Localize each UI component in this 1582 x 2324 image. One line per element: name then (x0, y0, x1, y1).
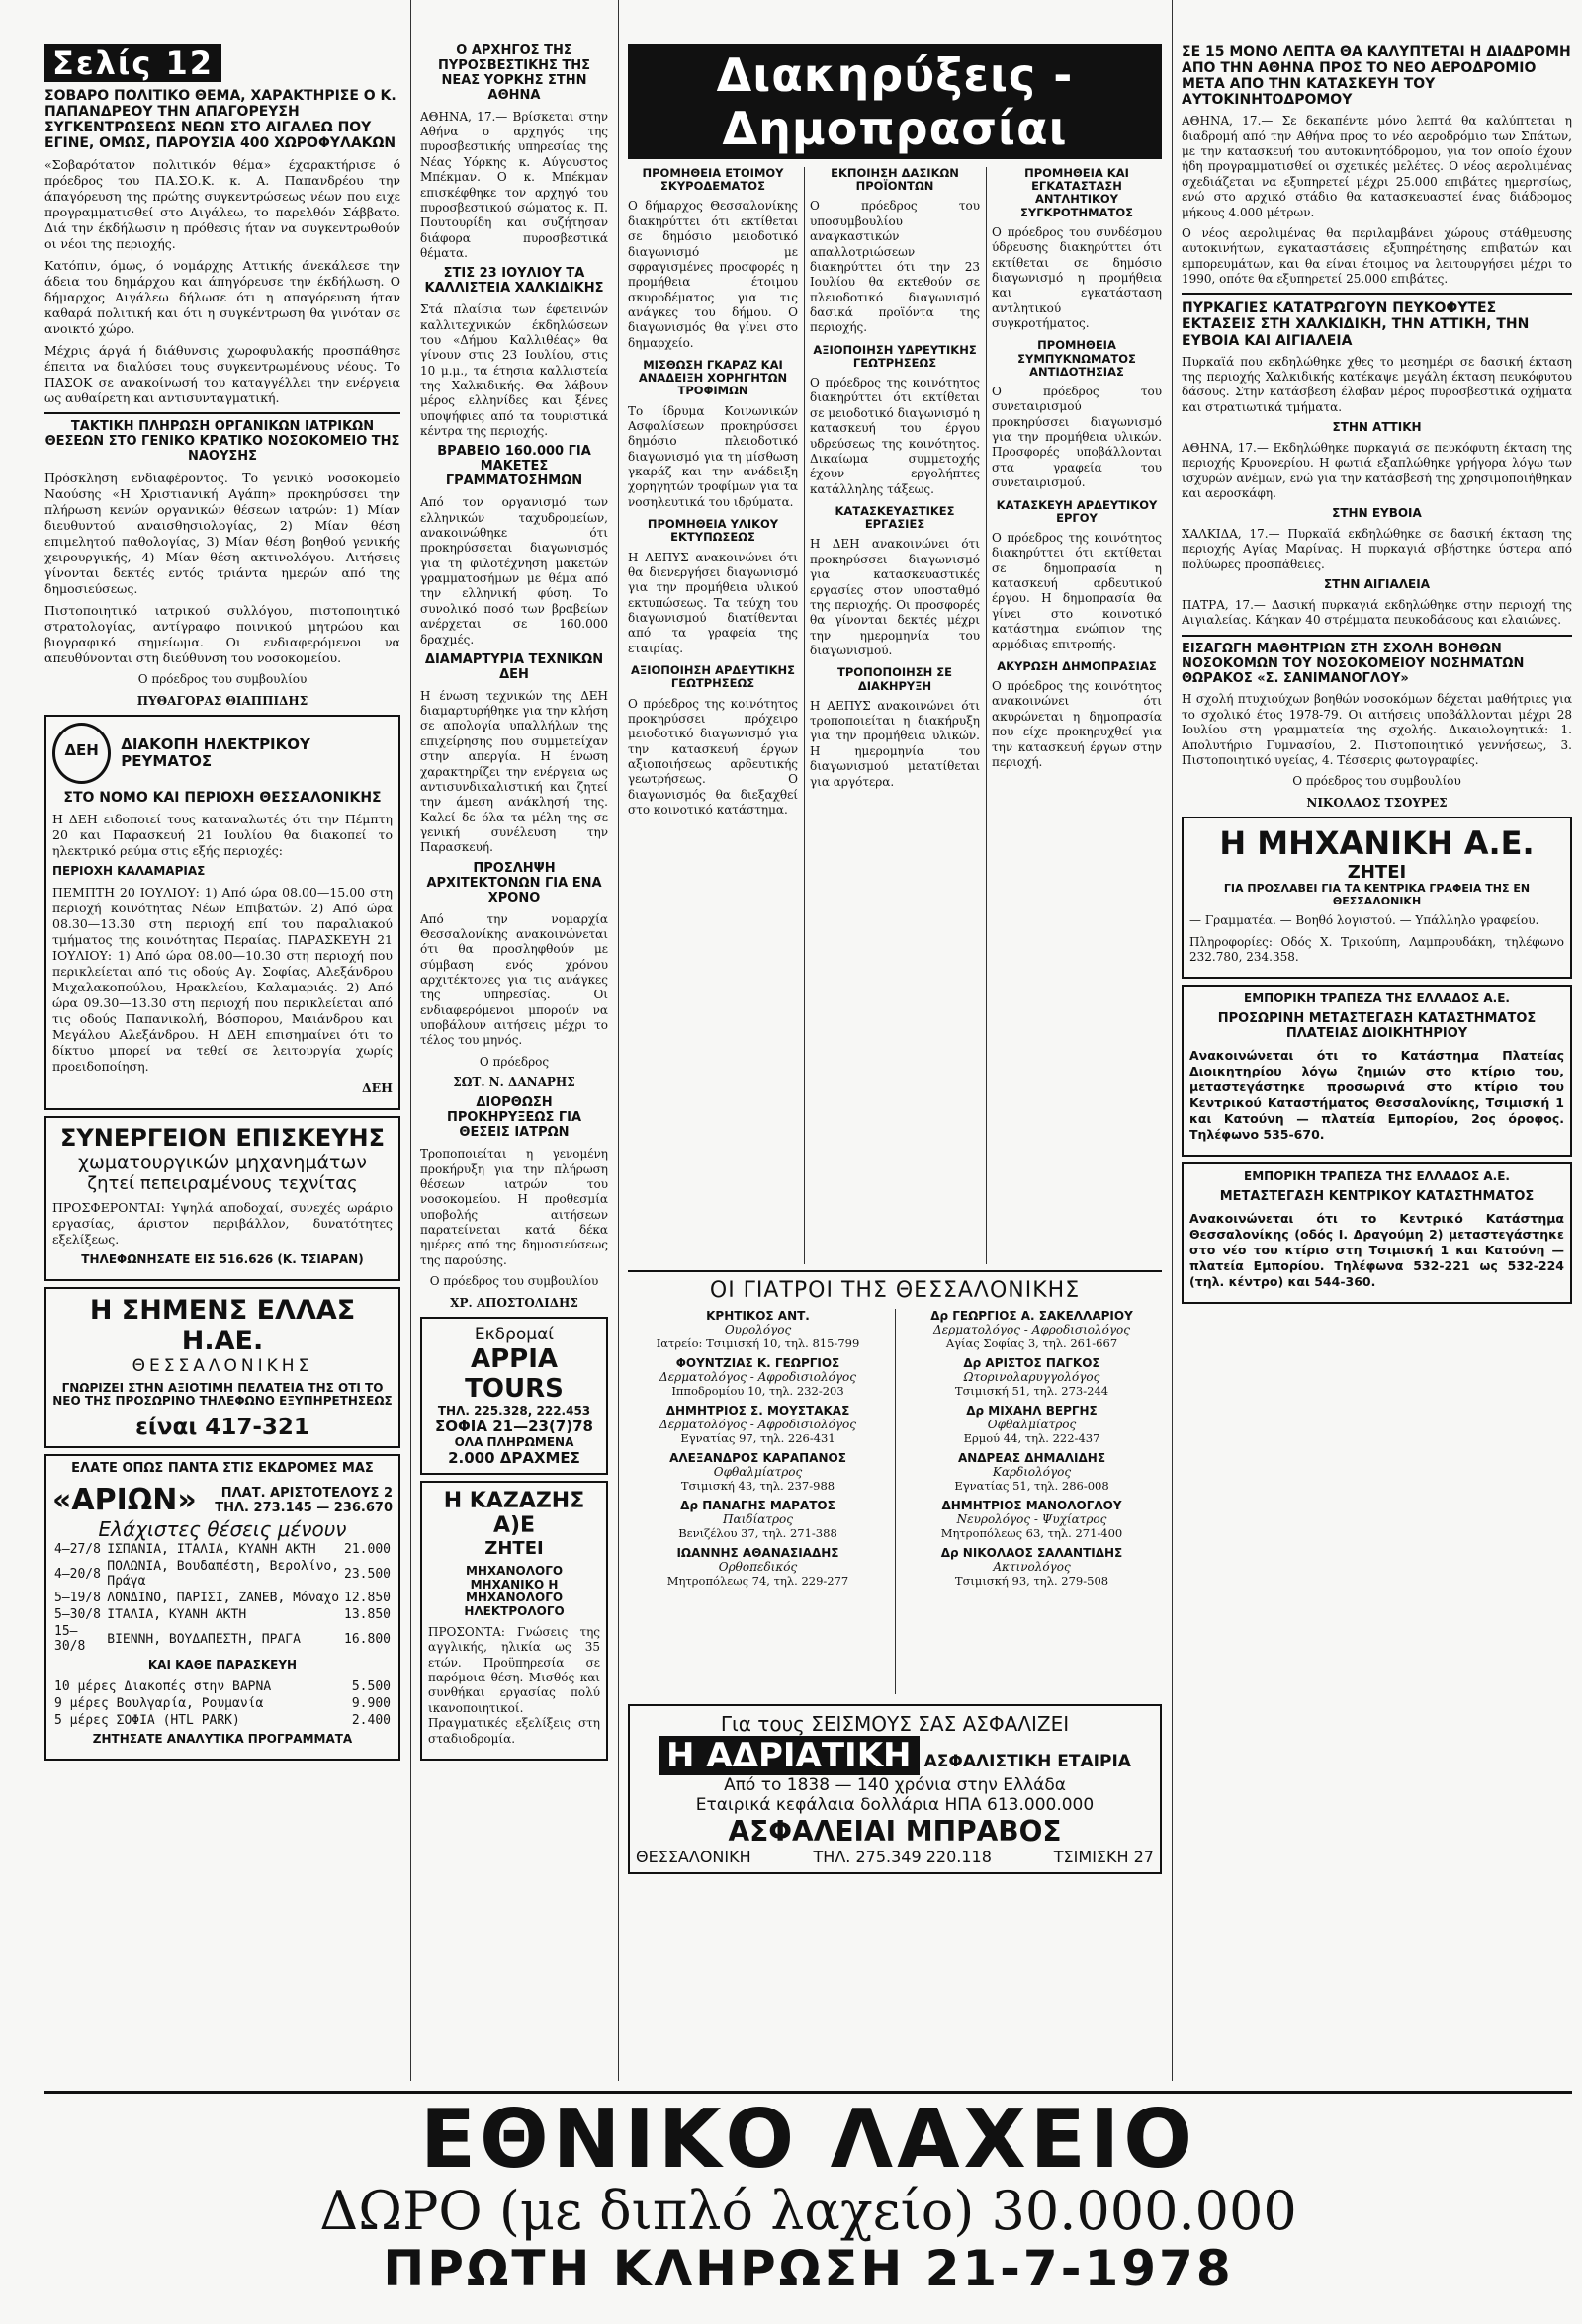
arion-ad (44, 1454, 400, 1761)
weekly-price: 2.400 (351, 1712, 391, 1728)
notice-item (628, 167, 798, 351)
weekly-destination: 9 μέρες Βουλγαρία, Ρουμανία (54, 1695, 264, 1711)
tour-price: 23.500 (344, 1566, 391, 1582)
weekly-row (52, 1712, 393, 1729)
mechaniki-ad (1182, 817, 1572, 979)
headline-naousa-hospital: ΤΑΚΤΙΚΗ ΠΛΗΡΩΣΗ ΟΡΓΑΝΙΚΩΝ ΙΑΤΡΙΚΩΝ ΘΕΣΕΩΝ ΣΤΟ ΓΕΝΙΚΟ ΚΡΑΤΙΚΟ ΝΟΣΟΚΟΜΕΙΟ ΤΗΣ ΝΑΟΥΣΗΣ (44, 419, 400, 465)
tour-date: 4—27/8 (54, 1542, 101, 1558)
article-text: ΠΑΤΡΑ, 17.— Δασική πυρκαγιά εκδηλώθηκε στην περιοχή της Αιγιαλείας. Κάηκαν 40 στρέμματα πευκοδάσους και ελαιώνες. (1182, 597, 1572, 628)
tour-row (52, 1558, 393, 1590)
appia-pretitle: Εκδρομαί (474, 1324, 555, 1344)
doctor-specialty: Δερματολόγος - Αφροδισιολόγος (659, 1370, 856, 1384)
tour-row (52, 1590, 393, 1606)
deh-notice (44, 715, 400, 1110)
siemens-title: Η ΣΗΜΕΝΣ ΕΛΛΑΣ Η.ΑΕ. (89, 1294, 356, 1356)
notice-title: ΠΡΟΜΗΘΕΙΑ ΣΥΜΠΥΚΝΩΜΑΤΟΣ ΑΝΤΙΔΟΤΗΣΙΑΣ (1017, 338, 1136, 379)
doctor-specialty: Νευρολόγος - Ψυχίατρος (956, 1512, 1107, 1526)
article-text: ΑΘΗΝΑ, 17.— Σε δεκαπέντε μόνο λεπτά θα καλύπτεται η διαδρομή από την Αθήνα προς το νέο αεροδρόμιο των Σπάτων, με την κατασκευή του αυτοκινητόδρομου, για τον οποίο έχουν ήδη προγραμματισθεί οι σχετικές μελέτες. Ο νέος αερολιμένας σχεδιάζεται να εξυπηρετεί μέχρι 25.000 επιβάτες ημερησίως, ενώ στο αρχικό στάδιο θα κατασκευαστεί ένας διάδρομος μήκους 4.000 μέτρων. (1182, 114, 1572, 219)
article-text: Κατόπιν, όμως, ό νομάρχης Αττικής άνεκάλεσε την άδεια του δημάρχου και άπηγόρευσε την έκδήλωση. Ο δήμαρχος Αιγάλεω δήλωσε ότι η απαγόρευση ήταν καθαρά πολιτική και ότι η συγκέντρωση θα γινόταν σε ανοικτό χώρο. (44, 258, 400, 337)
lottery-title: ΕΘΝΙΚΟ ΛΑΧΕΙΟ (419, 2093, 1197, 2187)
adriatiki-name: Η ΑΔΡΙΑΤΙΚΗ (659, 1736, 919, 1775)
headline-deh-protest: ΔΙΑΜΑΡΤΥΡΙΑ ΤΕΧΝΙΚΩΝ ΔΕΗ (424, 651, 604, 682)
appia-tours-ad (420, 1317, 608, 1475)
siemens-text: ΓΝΩΡΙΖΕΙ ΣΤΗΝ ΑΞΙΟΤΙΜΗ ΠΕΛΑΤΕΙΑ ΤΗΣ ΟΤΙ ΤΟ ΝΕΟ ΤΗΣ ΠΡΟΣΩΡΙΝΟ ΤΗΛΕΦΩΝΟ ΕΞΥΠΗΡΕΤΗΣΕΩΣ (52, 1380, 393, 1409)
article-text: Από τον οργανισμό των ελληνικών ταχυδρομείων, ανακοινώθηκε ότι προκηρύσσεται διαγωνισμός για τη φιλοτέχνηση μακετών γραμματοσήμων με θέμα από την ελληνική φύση. Το συνολικό ποσό των βραβείων ανέρχεται σε 160.000 δραχμές. (420, 495, 608, 646)
doctor-entry (628, 1309, 888, 1350)
tour-date: 15—30/8 (54, 1624, 86, 1655)
article-text: «Σοβαρότατον πολιτικόν θέμα» έχαρακτήρισε ό πρόεδρος του ΠΑ.ΣΟ.Κ. κ. Α. Παπανδρέου την άπαγόρευση της πρώτης συγκεντρώσεως νέων που ειχε προγραμματισθεί στο Αιγάλεω, το παρελθόν Σάββατο. Διά την έκδήλωσιν η πρόθεσις ήταν να συγκεντρωθούν οι νέοι της περιοχής. (44, 157, 400, 252)
doctor-address: Ιατρείο: Τσιμισκή 10, τηλ. 815-799 (656, 1336, 860, 1350)
siemens-ad (44, 1287, 400, 1449)
notice-title: ΑΚΥΡΩΣΗ ΔΗΜΟΠΡΑΣΙΑΣ (997, 658, 1157, 673)
subhead-aigialeia: ΣΤΗΝ ΑΙΓΙΑΛΕΙΑ (1323, 577, 1431, 592)
weekly-row (52, 1678, 393, 1695)
page-number-logo: Σελίς 12 (44, 44, 221, 82)
notice-item (628, 359, 798, 510)
doctor-specialty: Ουρολόγος (724, 1323, 792, 1336)
notice-text: Ο πρόεδρος του συνεταιρισμού προκηρύσσει διαγωνισμό για την προμήθεια υλικών. Προσφορές υποβάλλονται στα γραφεία του συνεταιρισμού. (992, 385, 1162, 490)
tour-destination: ΠΟΛΩΝΙΑ, Βουδαπέστη, Βερολίνο, Πράγα (107, 1559, 340, 1590)
tour-price: 12.850 (344, 1591, 391, 1606)
kazazis-wants: ΖΗΤΕΙ (484, 1537, 544, 1559)
tour-row (52, 1541, 393, 1558)
subhead-evia: ΣΤΗΝ ΕΥΒΟΙΑ (1332, 506, 1422, 521)
synergeio-text: ΠΡΟΣΦΕΡΟΝΤΑΙ: Υψηλά αποδοχαί, συνεχές ωράριο εργασίας, άριστον περιβάλλον, δυνατότητες εξελίξεως. (52, 1199, 393, 1247)
tour-price: 13.850 (344, 1607, 391, 1623)
arion-friday: ΚΑΙ ΚΑΘΕ ΠΑΡΑΣΚΕΥΗ (147, 1658, 298, 1673)
notice-text: Ο πρόεδρος της κοινότητος προκηρύσσει πρόχειρο μειοδοτικό διαγωνισμό για την κατασκευή έργων αξιοποιήσεως αρδευτικής γεωτρήσεως. Ο διαγωνισμός θα διεξαχθεί στο κοινοτικό κατάστημα. (628, 696, 798, 818)
doctor-entry (628, 1451, 888, 1493)
doctor-name: ΑΛΕΞΑΝΔΡΟΣ ΚΑΡΑΠΑΝΟΣ (669, 1451, 846, 1465)
notice-text: Ο πρόεδρος της κοινότητος διακηρύττει ότι εκτίθεται σε μειοδοτικό διαγωνισμό η κατασκευή του έργου υδρεύσεως της κοινότητος. Δικαίωμα συμμετοχής έχουν εργολήπτες κατάλληλης τάξεως. (810, 376, 980, 496)
weekly-destination: 10 μέρες Διακοπές στην ΒΑΡΝΑ (54, 1678, 272, 1694)
column-3 (628, 44, 1162, 2081)
doctor-specialty: Ακτινολόγος (993, 1560, 1071, 1574)
doctor-entry (902, 1451, 1162, 1493)
bank-notice-2 (1182, 1162, 1572, 1304)
signature-title: Ο πρόεδρος (479, 1054, 550, 1069)
doctor-name: Δρ ΓΕΩΡΓΙΟΣ Α. ΣΑΚΕΛΛΑΡΙΟΥ (930, 1309, 1133, 1323)
adriatiki-agent: ΑΣΦΑΛΕΙΑΙ ΜΠΡΑΒΟΣ (728, 1815, 1062, 1848)
doctor-entry (902, 1546, 1162, 1588)
article-text: ΑΘΗΝΑ, 17.— Εκδηλώθηκε πυρκαγιά σε πευκόφυτη έκταση της περιοχής Κρυονερίου. Η φωτιά εξαπλώθηκε γρήγορα λόγω των ισχυρών ανέμων, ενώ για την κατάσβεσή της χρησιμοποιήθηκαν και αεροσκάφη. (1182, 440, 1572, 500)
headline-fires: ΠΥΡΚΑΓΙΕΣ ΚΑΤΑΤΡΩΓΟΥΝ ΠΕΥΚΟΦΥΤΕΣ ΕΚΤΑΣΕΙΣ ΣΤΗ ΧΑΛΚΙΔΙΚΗ, ΤΗΝ ΑΤΤΙΚΗ, ΤΗΝ ΕΥΒΟΙΑ ΚΑΙ ΑΙΓΙΑΛΕΙΑ (1182, 301, 1530, 349)
doctor-address: Τσιμισκή 43, τηλ. 237-988 (680, 1479, 835, 1493)
doctor-address: Βενιζέλου 37, τηλ. 271-388 (678, 1526, 837, 1540)
bank-notice-1 (1182, 985, 1572, 1157)
tour-price: 16.800 (344, 1631, 391, 1647)
doctor-name: ΦΟΥΝΤΖΙΑΣ Κ. ΓΕΩΡΓΙΟΣ (675, 1356, 840, 1370)
notice-item (992, 167, 1162, 331)
notice-title: ΚΑΤΑΣΚΕΥΗ ΑΡΔΕΥΤΙΚΟΥ ΕΡΓΟΥ (996, 497, 1158, 525)
tour-date: 5—19/8 (54, 1591, 101, 1606)
deh-title: ΔΙΑΚΟΠΗ ΗΛΕΚΤΡΙΚΟΥ ΡΕΥΜΑΤΟΣ (121, 734, 310, 770)
adriatiki-subtitle: ΑΣΦΑΛΙΣΤΙΚΗ ΕΤΑΙΡΙΑ (923, 1752, 1131, 1771)
doctor-address: Τσιμισκή 93, τηλ. 279-508 (954, 1574, 1109, 1588)
doctor-address: Εγνατίας 51, τηλ. 286-008 (954, 1479, 1109, 1493)
article-text: ΧΑΛΚΙΔΑ, 17.— Πυρκαϊά εκδηλώθηκε σε δασική έκταση της περιοχής Αγίας Μαρίνας. Η πυρκαγιά σβήστηκε ύστερα από πολύωρες προσπάθειες. (1182, 527, 1572, 571)
doctor-name: ΔΗΜΗΤΡΙΟΣ Σ. ΜΟΥΣΤΑΚΑΣ (665, 1404, 850, 1418)
doctor-entry (628, 1499, 888, 1540)
doctor-specialty: Δερματολόγος - Αφροδισιολόγος (659, 1418, 856, 1431)
notice-text: Ο δήμαρχος Θεσσαλονίκης διακηρύττει ότι εκτίθεται σε δημόσιο μειοδοτικό διαγωνισμό με σφραγισμένες προσφορές η προμήθεια έτοιμου σκυροδέματος για τις ανάγκες του δήμου. Ο διαγωνισμός θα γίνει στο δημαρχείο. (628, 199, 798, 350)
tour-date: 4—20/8 (54, 1566, 101, 1582)
signature-title: Ο πρόεδρος του συμβουλίου (137, 672, 308, 687)
notice-item (628, 664, 798, 818)
arion-footer: ΖΗΤΗΣΑΤΕ ΑΝΑΛΥΤΙΚΑ ΠΡΟΓΡΑΜΜΑΤΑ (92, 1731, 353, 1746)
divider (628, 1270, 1162, 1272)
notice-item (992, 339, 1162, 490)
arion-seats: Ελάχιστες θέσεις μένουν (98, 1517, 347, 1542)
deh-logo-icon: ΔΕΗ (52, 723, 111, 784)
appia-name: APPIA TOURS (465, 1343, 564, 1404)
deh-region: ΠΕΡΙΟΧΗ ΚΑΛΑΜΑΡΙΑΣ (52, 864, 206, 878)
tour-row (52, 1623, 393, 1655)
synergeio-subtitle-2: ζητεί πεπειραμένους τεχνίτας (87, 1172, 358, 1194)
deh-signature: ΔΕΗ (361, 1079, 393, 1095)
notice-item (992, 499, 1162, 652)
tour-price: 21.000 (344, 1542, 391, 1558)
mechaniki-subtitle: ΓΙΑ ΠΡΟΣΛΑΒΕΙ ΓΙΑ ΤΑ ΚΕΝΤΡΙΚΑ ΓΡΑΦΕΙΑ ΤΗΣ ΕΝ ΘΕΣΣΑΛΟΝΙΚΗ (1223, 882, 1531, 907)
tour-destination: ΛΟΝΔΙΝΟ, ΠΑΡΙΣΙ, ΖΑΝΕΒ, Μόναχο (107, 1591, 340, 1606)
doctor-name: ΑΝΔΡΕΑΣ ΔΗΜΑΛΙΔΗΣ (957, 1451, 1106, 1465)
synergeio-ad (44, 1116, 400, 1281)
doctor-specialty: Ωτορινολαρυγγολόγος (963, 1370, 1100, 1384)
arion-tour-table (52, 1541, 393, 1655)
adriatiki-since: Από το 1838 — 140 χρόνια στην Ελλάδα (724, 1775, 1066, 1795)
arion-name: «ΑΡΙΩΝ» (52, 1483, 197, 1518)
announcements-banner: Διακηρύξεις - Δημοπρασίαι (628, 44, 1162, 159)
lottery-draw: ΠΡΩΤΗ ΚΛΗΡΩΣΗ 21-7-1978 (383, 2240, 1234, 2298)
doctors-title: ΟΙ ΓΙΑΤΡΟΙ ΤΗΣ ΘΕΣΣΑΛΟΝΙΚΗΣ (709, 1278, 1081, 1303)
siemens-phone: είναι 417-321 (135, 1415, 309, 1441)
article-text: Η ένωση τεχνικών της ΔΕΗ διαμαρτυρήθηκε για την κλήση σε απολογία υπαλλήλων της επιχείρησης που συμμετείχαν στην απεργία. Η ένωση χαρακτηρίζει την ενέργεια ως αντισυνδικαλιστική και ζητεί την άμεση ανάκλησή της. Καλεί δε όλα τα μέλη της σε γενική συνέλευση την Παρασκευή. (420, 688, 608, 855)
notice-title: ΚΑΤΑΣΚΕΥΑΣΤΙΚΕΣ ΕΡΓΑΣΙΕΣ (835, 503, 955, 532)
divider (44, 412, 400, 414)
column-rule (1172, 0, 1173, 2081)
doctor-entry (902, 1499, 1162, 1540)
signature-title: Ο πρόεδρος του συμβουλίου (429, 1274, 599, 1289)
headline-beauty-contest: ΣΤΙΣ 23 ΙΟΥΛΙΟΥ ΤΑ ΚΑΛΛΙΣΤΕΙΑ ΧΑΛΚΙΔΙΚΗΣ (424, 266, 604, 297)
doctor-name: Δρ ΜΙΧΑΗΛ ΒΕΡΓΗΣ (966, 1404, 1098, 1418)
kazazis-requirements: ΠΡΟΣΟΝΤΑ: Γνώσεις της αγγλικής, ηλικία ως 35 ετών. Προϋπηρεσία σε παρόμοια θέση. Μισθός και συνθήκαι εργασίας πολύ ικανοποιητικοί. Πραγματικές εξελίξεις στη σταδιοδρομία. (428, 1625, 600, 1746)
signature-name: ΠΥΘΑΓΟΡΑΣ ΘΙΑΠΠΙΔΗΣ (136, 693, 308, 708)
doctor-entry (628, 1404, 888, 1445)
notice-title: ΠΡΟΜΗΘΕΙΑ ΕΤΟΙΜΟΥ ΣΚΥΡΟΔΕΜΑΤΟΣ (642, 167, 784, 194)
doctor-name: ΔΗΜΗΤΡΙΟΣ ΜΑΝΟΛΟΓΛΟΥ (941, 1499, 1122, 1512)
notice-title: ΕΚΠΟΙΗΣΗ ΔΑΣΙΚΩΝ ΠΡΟΪΟΝΤΩΝ (831, 167, 959, 194)
column-1 (44, 44, 400, 2081)
doctor-address: Μητροπόλεως 63, τηλ. 271-400 (940, 1526, 1123, 1540)
doctor-name: Δρ ΑΡΙΣΤΟΣ ΠΑΓΚΟΣ (963, 1356, 1100, 1370)
article-text: Πυρκαϊά που εκδηλώθηκε χθες το μεσημέρι σε δασική έκταση της περιοχής Χαλκιδικής κατέκαψε μεγάλη έκταση πευκόφυτου δάσους. Στην κατάσβεση έλαβαν μέρος πυροσβεστικά οχήματα και στρατιωτικά τμήματα. (1182, 354, 1572, 414)
adriatiki-phone: ΤΗΛ. 275.349 220.118 (813, 1848, 992, 1866)
doctor-specialty: Παιδίατρος (723, 1512, 793, 1526)
headline-architects: ΠΡΟΣΛΗΨΗ ΑΡΧΙΤΕΚΤΟΝΩΝ ΓΙΑ ΕΝΑ ΧΡΟΝΟ (426, 860, 602, 905)
article-text: Πιστοποιητικό ιατρικού συλλόγου, πιστοποιητικό στρατολογίας, αντίγραφο ποινικού μητρώου και βιογραφικό σημείωμα. Οι ενδιαφερόμενοι να απευθύνονται στη διεύθυνση του νοσοκομείου. (44, 603, 400, 666)
notice-title: ΑΞΙΟΠΟΙΗΣΗ ΥΔΡΕΥΤΙΚΗΣ ΓΕΩΤΡΗΣΕΩΣ (813, 342, 977, 370)
bank-subtitle: ΜΕΤΑΣΤΕΓΑΣΗ ΚΕΝΤΡΙΚΟΥ ΚΑΤΑΣΤΗΜΑΤΟΣ (1219, 1188, 1535, 1204)
mechaniki-wants: ΖΗΤΕΙ (1347, 862, 1407, 883)
article-text: Η σχολή πτυχιούχων βοηθών νοσοκόμων δέχεται μαθήτριες για το σχολικό έτος 1978-79. Οι αιτήσεις υποβάλλονται μέχρι 28 Ιουλίου στη γραμματεία της σχολής. Δικαιολογητικά: 1. Απολυτήριο Γυμνασίου, 2. Πιστοποιητικό γεννήσεως, 3. Πιστοποιητικό υγείας, 4. Τέσσερις φωτογραφίες. (1182, 692, 1572, 767)
article-text: Από την νομαρχία Θεσσαλονίκης ανακοινώνεται ότι θα προσληφθούν με σύμβαση ενός χρόνου αρχιτέκτονες για τις ανάγκες της υπηρεσίας. Οι ενδιαφερόμενοι μπορούν να υποβάλουν αιτήσεις μέχρι το τέλος του μηνός. (420, 911, 608, 1048)
notice-title: ΠΡΟΜΗΘΕΙΑ ΚΑΙ ΕΓΚΑΤΑΣΤΑΣΗ ΑΝΤΛΗΤΙΚΟΥ ΣΥΓΚΡΟΤΗΜΑΤΟΣ (1020, 167, 1133, 219)
notice-text: Ο πρόεδρος της κοινότητος διακηρύττει ότι εκτίθεται σε δημοπρασία η κατασκευή αρδευτικού έργου. Η δημοπρασία θα γίνει στο κοινοτικό κατάστημα ενώπιον της αρμόδιας επιτροπής. (992, 531, 1162, 651)
article-text: Μέχρις άργά ή διάθυνσις χωροφυλακής προσπάθησε έπειτα να διαλύσει τους συγκεντρωμένους νέους. Το ΠΑΣΟΚ σε ανακοίνωσή του καταγγέλλει την ενέργεια ως αυθαίρετη και αντισυνταγματική. (44, 343, 400, 406)
doctor-name: Δρ ΠΑΝΑΓΗΣ ΜΑΡΑΤΟΣ (680, 1499, 835, 1512)
bank-text: Ανακοινώνεται ότι το Κατάστημα Πλατείας Διοικητηρίου λόγω ζημιών στο κτίριο του, μεταστεγάστηκε προσωρινά στο κτίριο του Κεντρικού Καταστήματος Θεσσαλονίκης, Τσιμισκή 1 και Κατούνη — πλατεία Εμπορίου, 2ος όροφος. Τηλέφωνο 535-670. (1189, 1048, 1564, 1143)
doctor-entry (902, 1309, 1162, 1350)
synergeio-subtitle: χωματουργικών μηχανημάτων (78, 1151, 367, 1173)
notice-item (992, 660, 1162, 770)
tour-destination: ΙΣΠΑΝΙΑ, ΙΤΑΛΙΑ, ΚΥΑΝΗ ΑΚΤΗ (107, 1542, 316, 1558)
adriatiki-capital: Εταιρικά κεφάλαια δολλάρια ΗΠΑ 613.000.000 (695, 1795, 1095, 1815)
notice-title: ΑΞΙΟΠΟΙΗΣΗ ΑΡΔΕΥΤΙΚΗΣ ΓΕΩΤΡΗΣΕΩΣ (631, 663, 795, 691)
doctor-specialty: Καρδιολόγος (992, 1465, 1072, 1479)
tour-date: 5—30/8 (54, 1607, 101, 1623)
arion-address: ΠΛΑΤ. ΑΡΙΣΤΟΤΕΛΟΥΣ 2 (220, 1485, 393, 1501)
notice-text: Η ΑΕΠΥΣ ανακοινώνει ότι θα διενεργήσει διαγωνισμό για την προμήθεια υλικού εκτυπώσεως. Τα τεύχη του διαγωνισμού διατίθενται από τα γραφεία της εταιρίας. (628, 550, 798, 655)
doctor-specialty: Οφθαλμίατρος (987, 1418, 1077, 1431)
notice-text: Το ίδρυμα Κοινωνικών Ασφαλίσεων προκηρύσσει δημόσιο πλειοδοτικό διαγωνισμό για τη μίσθωση γκαράζ και την ανάδειξη χορηγητών τροφίμων για τα νοσηλευτικά του ιδρύματα. (628, 403, 798, 509)
bank-text: Ανακοινώνεται ότι το Κεντρικό Κατάστημα Θεσσαλονίκης (οδός Ι. Δραγούμη 2) μεταστεγάστηκε στο νέο του κτίριο στη Τσιμισκή 1 και Κατούνη — πλατεία Εμπορίου. Τηλέφωνα 532-221 ως 532-224 (τηλ. κέντρο) και 544-360. (1189, 1210, 1564, 1289)
bank-title: ΕΜΠΟΡΙΚΗ ΤΡΑΠΕΖΑ ΤΗΣ ΕΛΛΑΔΟΣ Α.Ε. (1244, 1169, 1510, 1184)
notice-text: Ο πρόεδρος του υποσυμβουλίου αναγκαστικών απαλλοτριώσεων διακηρύττει ότι την 23 Ιουλίου θα εκτεθούν σε πλειοδοτικό διαγωνισμό δασικά προϊόντα της περιοχής. (810, 199, 980, 335)
headline-correction: ΔΙΟΡΘΩΣΗ ΠΡΟΚΗΡΥΞΕΩΣ ΓΙΑ ΘΕΣΕΙΣ ΙΑΤΡΩΝ (446, 1095, 582, 1141)
headline-nursing-school: ΕΙΣΑΓΩΓΗ ΜΑΘΗΤΡΙΩΝ ΣΤΗ ΣΧΟΛΗ ΒΟΗΘΩΝ ΝΟΣΟΚΟΜΩΝ ΤΟΥ ΝΟΣΟΚΟΜΕΙΟΥ ΝΟΣΗΜΑΤΩΝ ΘΩΡΑΚΟΣ «Σ. ΣΑΝΙΜΑΝΟΓΛΟΥ» (1182, 641, 1525, 686)
appia-sofia: ΣΟΦΙΑ 21—23(7)78 (435, 1417, 593, 1435)
appia-price: 2.000 ΔΡΑΧΜΕΣ (448, 1448, 580, 1467)
weekly-price: 5.500 (351, 1678, 391, 1694)
synergeio-title: ΣΥΝΕΡΓΕΙΟΝ ΕΠΙΣΚΕΥΗΣ (60, 1123, 385, 1152)
doctor-specialty: Οφθαλμίατρος (713, 1465, 803, 1479)
doctor-entry (628, 1546, 888, 1588)
arion-top: ΕΛΑΤΕ ΟΠΩΣ ΠΑΝΤΑ ΣΤΙΣ ΕΚΔΡΟΜΕΣ ΜΑΣ (71, 1461, 374, 1477)
arion-weekly-table (52, 1678, 393, 1729)
arion-phone: ΤΗΛ. 273.145 — 236.670 (215, 1500, 393, 1515)
weekly-price: 9.900 (351, 1695, 391, 1711)
adriatiki-top: Για τους ΣΕΙΣΜΟΥΣ ΣΑΣ ΑΣΦΑΛΙΖΕΙ (720, 1712, 1070, 1736)
adriatiki-ad (628, 1704, 1162, 1874)
signature-name: ΣΩΤ. Ν. ΔΑΝΑΡΗΣ (453, 1076, 575, 1090)
notice-item (810, 666, 980, 790)
doctor-address: Ερμού 44, τηλ. 222-437 (963, 1431, 1100, 1445)
mechaniki-positions: — Γραμματέα. — Βοηθό λογιστού. — Υπάλληλο γραφείου. (1189, 913, 1539, 928)
notice-grid (628, 167, 1162, 1264)
column-rule (410, 0, 411, 2081)
doctor-name: ΚΡΗΤΙΚΟΣ ΑΝΤ. (706, 1309, 810, 1323)
doctor-name: ΙΩΑΝΝΗΣ ΑΘΑΝΑΣΙΑΔΗΣ (676, 1546, 839, 1560)
notice-text: Η ΔΕΗ ανακοινώνει ότι προκηρύσσει διαγωνισμό για κατασκευαστικές εργασίες στον υποσταθμό της περιοχής. Οι προσφορές θα γίνονται δεκτές μέχρι την ημερομηνία του διαγωνισμού. (810, 537, 980, 657)
adriatiki-city: ΘΕΣΣΑΛΟΝΙΚΗ (636, 1848, 751, 1866)
adriatiki-address: ΤΣΙΜΙΣΚΗ 27 (1053, 1848, 1154, 1866)
doctor-address: Ιπποδρομίου 10, τηλ. 232-203 (671, 1384, 844, 1398)
appia-phone: ΤΗΛ. 225.328, 222.453 (437, 1403, 591, 1418)
divider (1182, 635, 1572, 637)
doctor-address: Μητροπόλεως 74, τηλ. 229-277 (666, 1574, 849, 1588)
tour-destination: ΙΤΑΛΙΑ, ΚΥΑΝΗ ΑΚΤΗ (107, 1607, 247, 1623)
doctor-specialty: Δερματολόγος - Αφροδισιολόγος (933, 1323, 1130, 1336)
notice-item (810, 344, 980, 497)
lottery-ad (44, 2091, 1572, 2316)
headline-fire-chief: Ο ΑΡΧΗΓΟΣ ΤΗΣ ΠΥΡΟΣΒΕΣΤΙΚΗΣ ΤΗΣ ΝΕΑΣ ΥΟΡΚΗΣ ΣΤΗΝ ΑΘΗΝΑ (437, 44, 591, 103)
column-4 (1182, 44, 1572, 2081)
column-rule (618, 0, 619, 2081)
subhead-attiki: ΣΤΗΝ ΑΤΤΙΚΗ (1332, 420, 1422, 435)
siemens-city: ΘΕΣΣΑΛΟΝΙΚΗΣ (132, 1355, 313, 1376)
signature-name: ΧΡ. ΑΠΟΣΤΟΛΙΔΗΣ (450, 1295, 578, 1310)
doctor-entry (902, 1404, 1162, 1445)
article-text: Στά πλαίσια των έφετεινών καλλιτεχνικών έκδηλώσεων του «Δήμου Καλλιθέας» θα γίνουν στις 23 Ιουλίου, στις 10 μ.μ., τα έτησια καλλιστεία της Χαλκιδικής. Θα λάβουν μέρος ελληνίδες και ξένες υποψήφιες από τα τουριστικά κέντρα της περιοχής. (420, 302, 608, 439)
notice-item (810, 505, 980, 658)
doctor-entry (902, 1356, 1162, 1398)
mechaniki-info: Πληροφορίες: Οδός Χ. Τρικούπη, Λαμπρουδάκη, τηλέφωνο 232.780, 234.358. (1189, 934, 1564, 964)
notice-text: Ο πρόεδρος του συνδέσμου ύδρευσης διακηρύττει ότι εκτίθεται σε δημόσιο διαγωνισμό η προμήθεια και εγκατάσταση αντλητικού συγκροτήματος. (992, 224, 1162, 331)
notice-text: Η ΑΕΠΥΣ ανακοινώνει ότι τροποποιείται η διακήρυξη για την προμήθεια υλικών. Η ημερομηνία του διαγωνισμού μετατίθεται για αργότερα. (810, 698, 980, 789)
mechaniki-title: Η ΜΗΧΑΝΙΚΗ Α.Ε. (1219, 824, 1535, 862)
notice-item (628, 518, 798, 656)
weekly-row (52, 1695, 393, 1712)
tour-row (52, 1606, 393, 1623)
notice-title: ΤΡΟΠΟΠΟΙΗΣΗ ΣΕ ΔΙΑΚΗΡΥΞΗ (837, 665, 952, 693)
tour-destination: ΒΙΕΝΝΗ, ΒΟΥΔΑΠΕΣΤΗ, ΠΡΑΓΑ (107, 1631, 301, 1647)
doctor-address: Αγίας Σοφίας 3, τηλ. 261-667 (945, 1336, 1118, 1350)
bank-title: ΕΜΠΟΡΙΚΗ ΤΡΑΠΕΖΑ ΤΗΣ ΕΛΛΑΔΟΣ Α.Ε. (1244, 991, 1510, 1006)
notice-text: Ο πρόεδρος της κοινότητος ανακοινώνει ότι ακυρώνεται η δημοπρασία που είχε προκηρυχθεί για την κατασκευή έργων στην περιοχή. (992, 679, 1162, 769)
article-text: Ο νέος αερολιμένας θα περιλαμβάνει χώρους στάθμευσης αυτοκινήτων, εγκαταστάσεις εξυπηρέτησης επιβατών και εμπορευμάτων, και θα είναι έτοιμος να λειτουργήσει μέχρι το 1990, οπότε θα εξυπηρετεί 25.000 επιβάτες. (1182, 225, 1572, 286)
doctor-address: Τσιμισκή 51, τηλ. 273-244 (954, 1384, 1109, 1398)
notice-title: ΜΙΣΘΩΣΗ ΓΚΑΡΑΖ ΚΑΙ ΑΝΑΔΕΙΞΗ ΧΟΡΗΓΗΤΩΝ ΤΡΟΦΙΜΩΝ (638, 358, 788, 398)
column-2 (420, 44, 608, 2081)
headline-stamps: ΒΡΑΒΕΙΟ 160.000 ΓΙΑ ΜΑΚΕΤΕΣ ΓΡΑΜΜΑΤΟΣΗΜΩΝ (437, 444, 591, 489)
doctor-address: Εγνατίας 97, τηλ. 226-431 (680, 1431, 835, 1445)
article-text: Τροποποιείται η γενομένη προκήρυξη για την πλήρωση θέσεων ιατρών του νοσοκομείου. Η προθεσμία υποβολής αιτήσεων παρατείνεται κατά δέκα ημέρες από της δημοσιεύσεως της παρούσης. (420, 1147, 608, 1267)
signature-name: ΝΙΚΟΛΑΟΣ ΤΣΟΥΡΕΣ (1306, 795, 1448, 810)
headline-papandreou: ΣΟΒΑΡΟ ΠΟΛΙΤΙΚΟ ΘΕΜΑ, ΧΑΡΑΚΤΗΡΙΣΕ Ο Κ. ΠΑΠΑΝΔΡΕΟΥ ΤΗΝ ΑΠΑΓΟΡΕΥΣΗ ΣΥΓΚΕΝΤΡΩΣΕΩΣ ΝΕΩΝ ΣΤΟ ΑΙΓΑΛΕΩ ΠΟΥ ΕΓΙΝΕ, ΟΜΩΣ, ΠΑΡΟΥΣΙΑ 400 ΧΩΡΟΦΥΛΑΚΩΝ (44, 88, 396, 152)
article-text: ΑΘΗΝΑ, 17.— Βρίσκεται στην Αθήνα ο αρχηγός της πυροσβεστικής υπηρεσίας της Νέας Υόρκης κ. Αύγουστος Μπέκμαν. Ο κ. Μπέκμαν επισκέφθηκε τον αρχηγό του πυροσβεστικού σώματος κ. Π. Πουτουρίδη και συζήτησαν διάφορα πυροσβεστικά θέματα. (420, 109, 608, 260)
signature-title: Ο πρόεδρος του συμβουλίου (1292, 774, 1461, 789)
synergeio-phone: ΤΗΛΕΦΩΝΗΣΑΤΕ ΕΙΣ 516.626 (Κ. ΤΣΙΑΡΑΝ) (81, 1251, 364, 1266)
lottery-prize: ΔΩΡΟ (με διπλό λαχείο) 30.000.000 (319, 2180, 1297, 2242)
doctor-specialty: Ορθοπεδικός (718, 1560, 798, 1574)
doctor-entry (628, 1356, 888, 1398)
deh-details: ΠΕΜΠΤΗ 20 ΙΟΥΛΙΟΥ: 1) Από ώρα 08.00—15.00 στη περιοχή κοινότητας Νέων Επιβατών. 2) Από ώρα 08.30—13.30 στη περιοχή επί του παραλιακού τμήματος της κοινότητας Περαίας. ΠΑΡΑΣΚΕΥΗ 21 ΙΟΥΛΙΟΥ: 1) Από ώρα 08.00—10.30 στη περιοχή που περικλείεται από τις οδούς Αγ. Σοφίας, Αλεξάνδρου Μιχαλακοπούλου, Ηρακλείου, Καλαμαριάς. 2) Από ώρα 09.30—13.30 στη περιοχή που περικλείεται από τις οδούς Παπανικολή, Βόσπορου, Μαιάνδρου και Μεγάλου Αλεξάνδρου. Η ΔΕΗ επισημαίνει ότι το δίκτυο μπορεί να τεθεί σε λειτουργία χωρίς προειδοποίηση. (52, 884, 393, 1074)
deh-text: Η ΔΕΗ ειδοποιεί τους καταναλωτές ότι την Πέμπτη 20 και Παρασκευή 21 Ιουλίου θα διακοπεί το ηλεκτρικό ρεύμα στις εξής περιοχές: (52, 812, 393, 858)
appia-all-paid: ΟΛΑ ΠΛΗΡΩΜΕΝΑ (454, 1434, 574, 1449)
article-text: Πρόσκληση ενδιαφέροντος. Το γενικό νοσοκομείο Ναούσης «Η Χριστιανική Αγάπη» προκηρύσσει την πλήρωση κενών οργανικών θέσεων ιατρών: 1) Μίαν διευθυντού αναισθησιολογίας, 2) Μίαν θέση επιμελητού παθολογίας, 3) Μίαν θέση βοηθού γενικής χειρουργικής, 4) Μίαν θέση ακτινολόγου. Αιτήσεις γίνονται δεκτές εντός τριάντα ημερών από της δημοσιεύσεως. (44, 471, 400, 597)
notice-title: ΠΡΟΜΗΘΕΙΑ ΥΛΙΚΟΥ ΕΚΤΥΠΩΣΕΩΣ (647, 517, 779, 545)
notice-item (810, 167, 980, 336)
deh-subtitle: ΣΤΟ ΝΟΜΟ ΚΑΙ ΠΕΡΙΟΧΗ ΘΕΣΣΑΛΟΝΙΚΗΣ (63, 789, 382, 806)
doctor-name: Δρ ΝΙΚΟΛΑΟΣ ΣΑΛΑΝΤΙΔΗΣ (940, 1546, 1123, 1560)
divider (1182, 293, 1572, 295)
kazazis-name: Η ΚΑΖΑΖΗΣ Α)Ε (443, 1488, 585, 1538)
kazazis-ad (420, 1481, 608, 1761)
weekly-destination: 5 μέρες ΣΟΦΙΑ (HTL PARK) (54, 1712, 240, 1728)
bank-subtitle: ΠΡΟΣΩΡΙΝΗ ΜΕΤΑΣΤΕΓΑΣΗ ΚΑΤΑΣΤΗΜΑΤΟΣ ΠΛΑΤΕΙΑΣ ΔΙΟΙΚΗΤΗΡΙΟΥ (1217, 1011, 1537, 1042)
doctor-directory (628, 1309, 1162, 1694)
headline-airport: ΣΕ 15 ΜΟΝΟ ΛΕΠΤΑ ΘΑ ΚΑΛΥΠΤΕΤΑΙ Η ΔΙΑΔΡΟΜΗ ΑΠΟ ΤΗΝ ΑΘΗΝΑ ΠΡΟΣ ΤΟ ΝΕΟ ΑΕΡΟΔΡΟΜΙΟ ΜΕΤΑ ΑΠΟ ΤΗΝ ΚΑΤΑΣΚΕΥΗ ΤΟΥ ΑΥΤΟΚΙΝΗΤΟΔΡΟΜΟΥ (1182, 44, 1571, 109)
kazazis-position: ΜΗΧΑΝΟΛΟΓΟ ΜΗΧΑΝΙΚΟ Η ΜΗΧΑΝΟΛΟΓΟ ΗΛΕΚΤΡΟΛΟΓΟ (464, 1563, 565, 1619)
